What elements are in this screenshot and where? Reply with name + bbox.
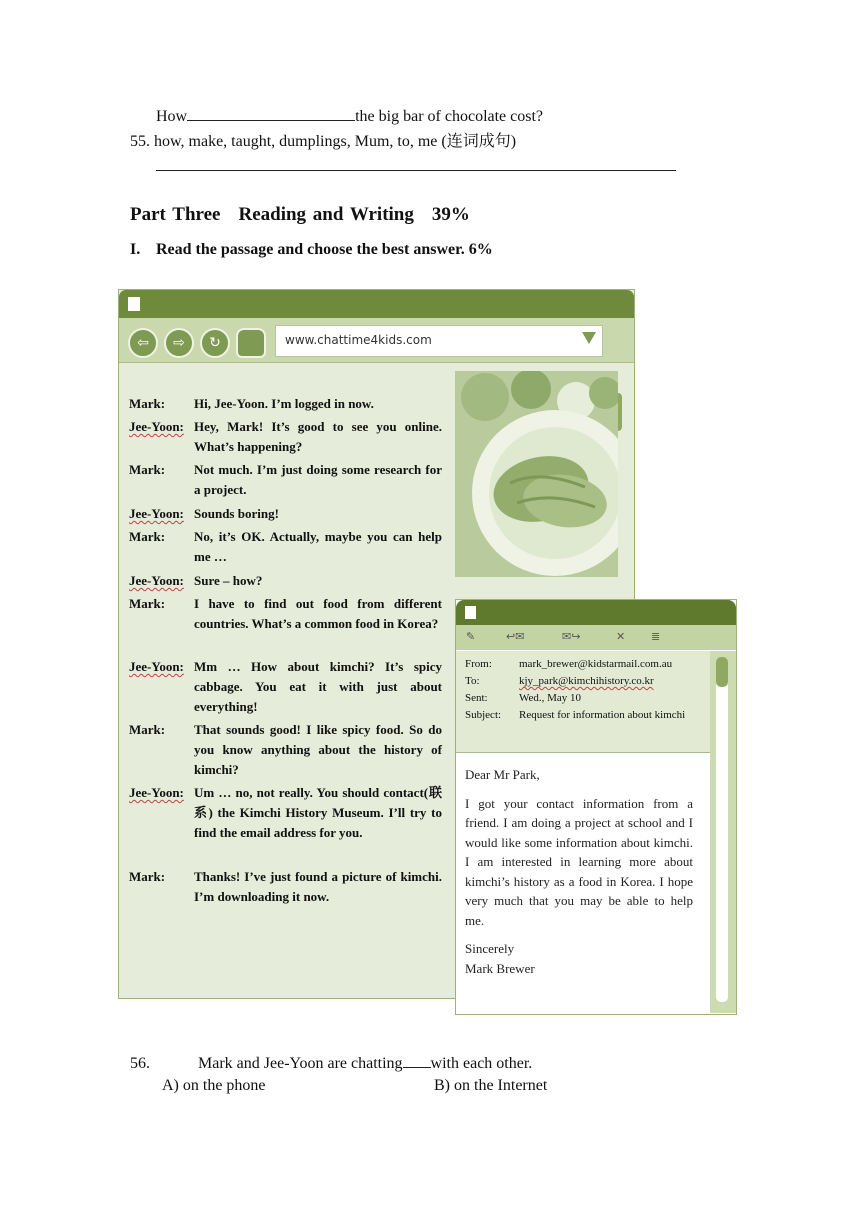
part-score: 39%	[431, 204, 470, 225]
window-icon	[128, 297, 140, 311]
to-address: kjy_park@kimchihistory.co.kr	[519, 675, 654, 687]
q56-number: 56.	[130, 1055, 150, 1072]
home-icon[interactable]	[236, 328, 266, 358]
email-greeting: Dear Mr Park,	[465, 767, 540, 782]
question-54-line	[156, 106, 543, 126]
email-scrollbar[interactable]	[710, 651, 736, 1013]
speaker: Mark:	[129, 596, 166, 611]
q54-suffix: the big bar of chocolate cost?	[355, 108, 544, 125]
message: Hey, Mark! It’s good to see you online. What’s happening?	[194, 419, 442, 454]
message: Hi, Jee-Yoon. I’m logged in now.	[194, 396, 374, 411]
question-56	[130, 1053, 532, 1073]
sent-date: Wed., May 10	[519, 692, 582, 704]
section-heading	[130, 241, 493, 259]
section-title: Read the passage and choose the best answer. 6%	[156, 241, 493, 258]
message: Sounds boring!	[194, 506, 279, 521]
option-b[interactable]: B) on the Internet	[434, 1077, 548, 1094]
chat-title-bar	[119, 290, 634, 318]
q56-prefix: Mark and Jee-Yoon are chatting	[198, 1055, 403, 1072]
q55-answer-line[interactable]	[156, 170, 676, 171]
message: Thanks! I’ve just found a picture of kimchi. I’m downloading it now.	[194, 869, 442, 904]
email-paragraph: I got your contact information from a friend. I am doing a project at school and I would like some information about kimchi. I am interested in learning more about kimchi’s history as a food in Korea. I hope very much that you may be able to help me.	[465, 795, 693, 928]
print-icon[interactable]: ≣	[651, 630, 661, 643]
forward-arrow-icon[interactable]: ⇨	[164, 328, 194, 358]
speaker: Mark:	[129, 462, 166, 477]
email-closing: Sincerely	[465, 941, 515, 956]
dropdown-arrow-icon[interactable]	[582, 332, 596, 344]
url-text: www.chattime4kids.com	[285, 333, 432, 347]
speaker: Mark:	[129, 529, 166, 544]
speaker: Jee-Yoon:	[129, 573, 184, 588]
email-title-bar	[456, 600, 736, 625]
speaker: Mark:	[129, 396, 166, 411]
option-a[interactable]: A) on the phone	[162, 1077, 266, 1094]
email-body	[465, 765, 693, 978]
question-55: 55. how, make, taught, dumplings, Mum, to, me (连词成句)	[130, 133, 517, 150]
message: I have to find out food from different countries. What’s a common food in Korea?	[194, 596, 442, 631]
message: Sure – how?	[194, 573, 263, 588]
message: No, it’s OK. Actually, maybe you can help me …	[194, 529, 442, 564]
delete-icon[interactable]: ✕	[616, 630, 626, 643]
scroll-track	[716, 657, 728, 1002]
message: Not much. I’m just doing some research for a project.	[194, 462, 442, 497]
to-label: To:	[465, 675, 480, 687]
reply-icon[interactable]: ↩✉	[506, 630, 525, 643]
part-name: Part Three	[130, 204, 221, 225]
forward-mail-icon[interactable]: ✉↪	[562, 630, 581, 643]
kimchi-photo	[455, 371, 618, 577]
speaker: Mark:	[129, 722, 166, 737]
window-icon	[465, 606, 476, 619]
email-toolbar	[456, 625, 736, 650]
q56-blank[interactable]	[403, 1053, 431, 1068]
from-address: mark_brewer@kidstarmail.com.au	[519, 658, 673, 670]
speaker: Jee-Yoon:	[129, 659, 184, 674]
q56-suffix: with each other.	[430, 1055, 533, 1072]
subject-label: Subject:	[465, 709, 502, 721]
message: Um … no, not really. You should contact(联系) the Kimchi History Museum. I’ll try to find the email address for you.	[194, 785, 442, 840]
message: That sounds good! I like spicy food. So do you know anything about the history of kimchi?	[194, 722, 442, 777]
pen-icon[interactable]: ✎	[466, 630, 476, 643]
subject-text: Request for information about kimchi	[519, 709, 686, 721]
email-header	[456, 651, 710, 753]
q54-blank[interactable]	[187, 106, 355, 121]
email-signature: Mark Brewer	[465, 960, 535, 976]
address-bar[interactable]	[275, 325, 603, 357]
message: Mm … How about kimchi? It’s spicy cabbage. You eat it with just about everything!	[194, 659, 442, 714]
refresh-icon[interactable]: ↻	[200, 328, 230, 358]
speaker: Mark:	[129, 869, 166, 884]
kimchi-illustration	[455, 371, 618, 577]
sent-label: Sent:	[465, 692, 488, 704]
q54-prefix: How	[156, 108, 188, 125]
email-window	[455, 599, 737, 1015]
part-heading	[130, 204, 488, 226]
section-number: I.	[130, 241, 141, 258]
back-arrow-icon[interactable]: ⇦	[128, 328, 158, 358]
browser-toolbar	[119, 318, 634, 363]
from-label: From:	[465, 658, 492, 670]
scroll-thumb[interactable]	[716, 657, 728, 687]
speaker: Jee-Yoon:	[129, 785, 184, 800]
speaker: Jee-Yoon:	[129, 419, 184, 434]
part-title: Reading and Writing	[238, 204, 414, 225]
speaker: Jee-Yoon:	[129, 506, 184, 521]
